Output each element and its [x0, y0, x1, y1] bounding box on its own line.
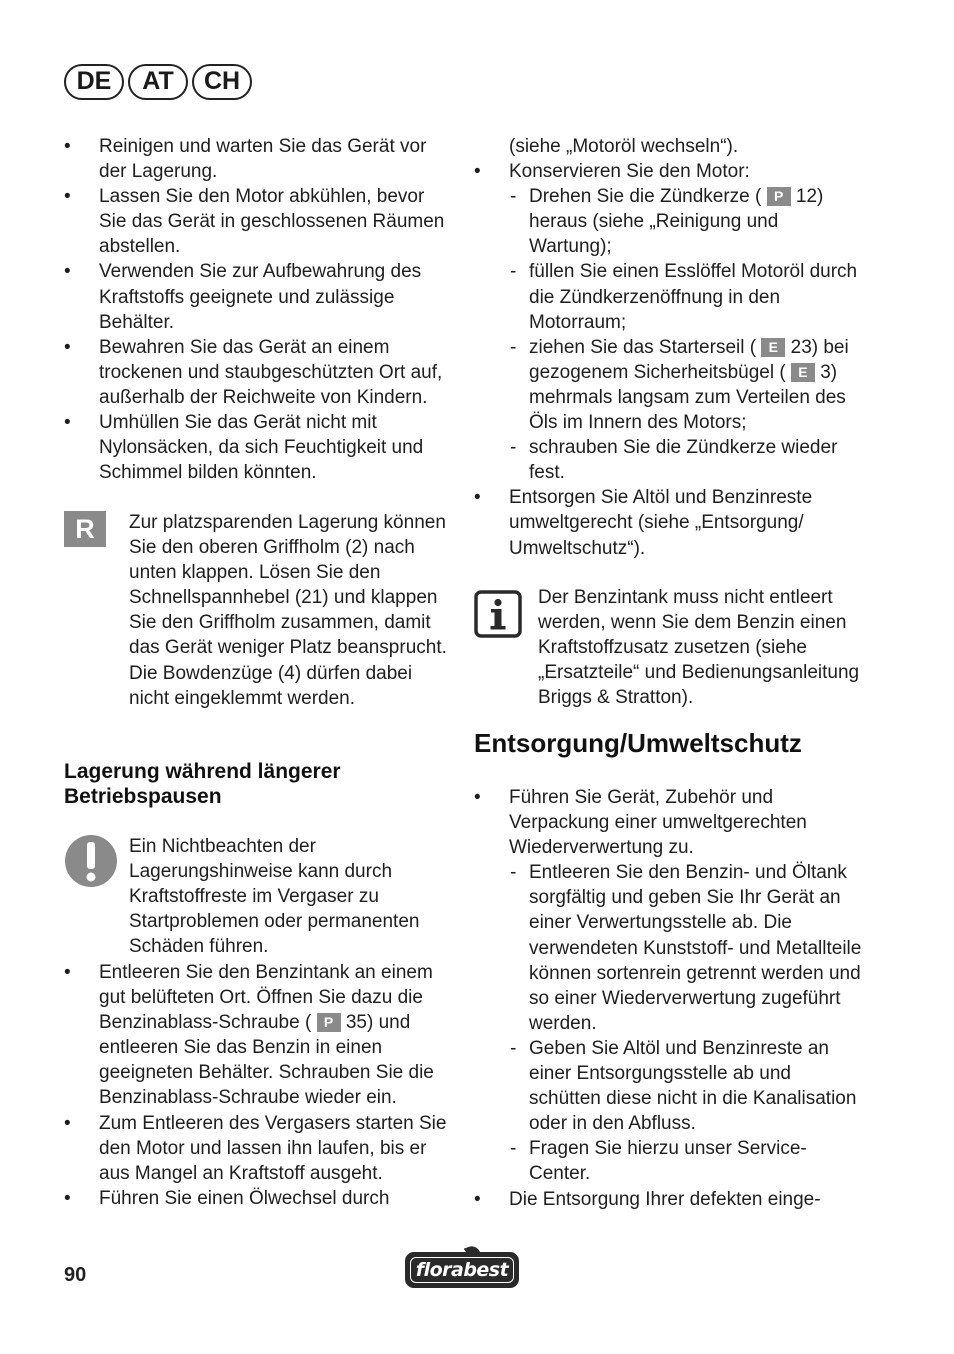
list-item: • Entleeren Sie den Benzintank an einem gut belüfteten Ort. Öffnen Sie dazu die Benzinablass-Schraube ( P 35) und entleeren Sie das Benzin in einen geeigneten Behälter. Schrauben Sie die Benzinablass-Schraube wieder ein. [64, 960, 454, 1111]
lang-badge-de: DE [64, 64, 124, 100]
sub-item: - füllen Sie einen Esslöffel Motoröl durch die Zündkerzenöffnung in den Motorraum; [474, 259, 864, 334]
list-item: • Führen Sie einen Ölwechsel durch [64, 1186, 454, 1211]
sub-item: - schrauben Sie die Zündkerze wieder fest. [474, 435, 864, 485]
sub-item: - Geben Sie Altöl und Benzinreste an einer Entsorgungsstelle ab und schütten diese nicht in die Kanalisation oder in den Abfluss. [474, 1036, 864, 1136]
section-heading: Entsorgung/Umweltschutz [474, 728, 802, 758]
r-note-text: Zur platzsparenden Lagerung können Sie den oberen Griffholm (2) nach unten klappen. Lösen Sie den Schnellspannhebel (21) und klappen Sie den Griffholm zusammen, damit das Gerät weniger Platz beansprucht. Die Bowdenzüge (4) dürfen dabei nicht eingeklemmt werden. [129, 512, 447, 709]
left-bullets-top [64, 134, 454, 485]
list-item: • Reinigen und warten Sie das Gerät vor der Lagerung. [64, 134, 454, 184]
list-item: • Entsorgen Sie Altöl und Benzinreste umweltgerecht (siehe „Entsorgung/ Umweltschutz“). [474, 485, 864, 560]
leaf-icon [464, 1244, 480, 1257]
sub-item: - ziehen Sie das Starterseil ( E 23) bei gezogenem Sicherheitsbügel ( E 3) mehrmals langsam zum Verteilen des Öls im Innern des Motors; [474, 335, 864, 435]
figure-ref-badge: P [317, 1013, 341, 1032]
page-number: 90 [64, 1264, 87, 1286]
section-subheading: Lagerung während längerer Betriebspausen [64, 760, 341, 808]
left-bullets-bottom [64, 960, 454, 1211]
figure-ref-badge: P [767, 187, 791, 206]
figure-ref-badge: E [791, 363, 815, 382]
sub-item: - Fragen Sie hierzu unser Service-Center. [474, 1136, 864, 1186]
right-column-top: (siehe „Motoröl wechseln“). • Konservieren Sie den Motor: - Drehen Sie die Zündkerze ( P 12) heraus (siehe „Reinigung und Wartung); - füllen Sie einen Esslöffel Motoröl durch die Zündkerzenöffnung in den Motorraum; - ziehen Sie das Starterseil ( E 23) bei gezogenem Sicherheitsbügel ( E 3) mehrmals langsam zum Verteilen des Öls im Innern des Motors; - schrauben Sie die Zündkerze wieder fest. • Entsorgen Sie Altöl und Benzinreste umweltgerecht (siehe „Entsorgung/ Umweltschutz“). [474, 134, 864, 561]
lang-badge-at: AT [128, 64, 188, 100]
r-note-icon: R [64, 511, 106, 547]
info-note-text: Der Benzintank muss nicht entleert werden, wenn Sie dem Benzin einen Kraftstoffzusatz zusetzen (siehe „Ersatzteile“ und Bedienungsanleitung Briggs & Stratton). [538, 587, 860, 709]
lang-badge-ch: CH [192, 64, 252, 100]
list-item: • Bewahren Sie das Gerät an einem trockenen und staubgeschützten Ort auf, außerhalb der Reichweite von Kindern. [64, 335, 454, 410]
warning-note-text: Ein Nichtbeachten der Lagerungshinweise kann durch Kraftstoffreste im Vergaser zu Startproblemen oder permanenten Schäden führen. [129, 836, 420, 958]
sub-item: - Entleeren Sie den Benzin- und Öltank sorgfältig und geben Sie Ihr Gerät an einer Verwertungsstelle ab. Die verwendeten Kunststoff- und Metallteile können sortenrein getrennt werden und so einer Wiederverwertung zugeführt werden. [474, 860, 864, 1036]
info-icon [474, 590, 522, 638]
list-item: • Lassen Sie den Motor abkühlen, bevor Sie das Gerät in geschlossenen Räumen abstellen. [64, 184, 454, 259]
warning-icon [63, 833, 119, 889]
sub-item: - Drehen Sie die Zündkerze ( P 12) heraus (siehe „Reinigung und Wartung); [474, 184, 864, 259]
list-item: • Konservieren Sie den Motor: [474, 159, 864, 184]
figure-ref-badge: E [761, 338, 785, 357]
right-column-bottom [474, 785, 864, 1212]
list-item: • Die Entsorgung Ihrer defekten einge- [474, 1187, 864, 1212]
list-item: • Verwenden Sie zur Aufbewahrung des Kraftstoffs geeignete und zulässige Behälter. [64, 259, 454, 334]
brand-logo [405, 1252, 519, 1288]
brand-logo-text: florabest [415, 1259, 509, 1281]
list-item: • Führen Sie Gerät, Zubehör und Verpackung einer umweltgerechten Wiederverwertung zu. [474, 785, 864, 860]
list-item: • Zum Entleeren des Vergasers starten Sie den Motor und lassen ihn laufen, bis er aus Mangel an Kraftstoff ausgeht. [64, 1111, 454, 1186]
list-item: • Umhüllen Sie das Gerät nicht mit Nylonsäcken, da sich Feuchtigkeit und Schimmel bilden könnten. [64, 410, 454, 485]
